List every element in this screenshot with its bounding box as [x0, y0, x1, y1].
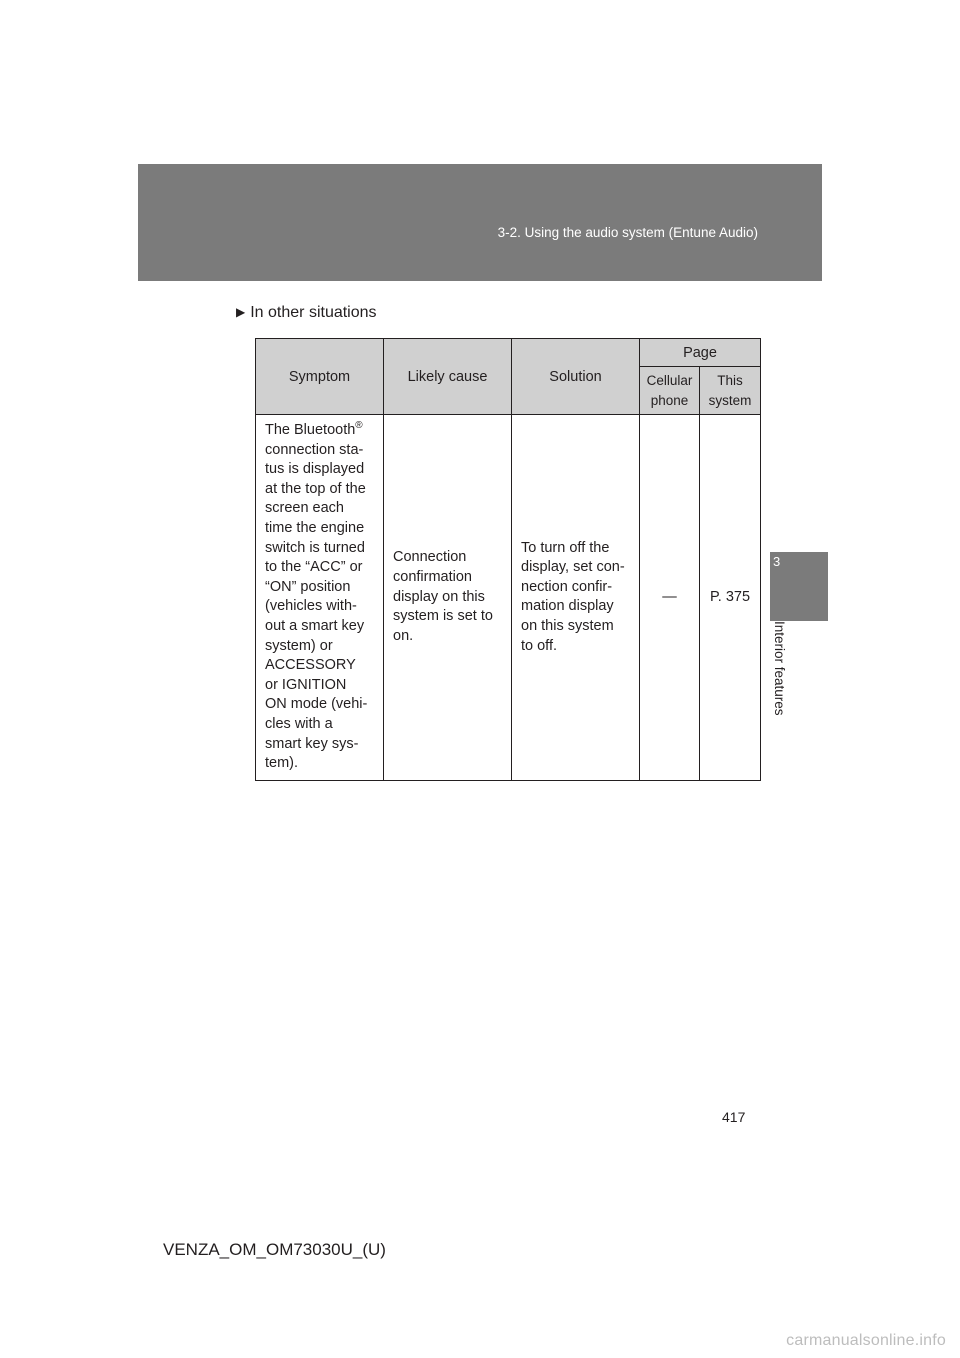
header-this-system: This system — [700, 367, 761, 415]
cell-solution: To turn off the display, set con- nection confir- mation display on this system to off. — [512, 415, 640, 781]
page-number: 417 — [722, 1109, 746, 1125]
troubleshooting-table — [255, 338, 761, 781]
cell-symptom — [256, 415, 384, 781]
triangle-bullet-icon: ▶ — [236, 305, 246, 319]
header-likely-cause: Likely cause — [384, 339, 512, 415]
table-header-row — [256, 339, 761, 367]
document-code: VENZA_OM_OM73030U_(U) — [163, 1240, 386, 1259]
header-band — [138, 164, 822, 281]
symptom-main: The Bluetooth — [265, 422, 356, 438]
chapter-label: Interior features — [772, 621, 787, 716]
watermark-text: carmanualsonline.info — [786, 1332, 946, 1349]
section-heading — [236, 304, 377, 322]
chapter-label-wrap — [770, 621, 790, 736]
cell-this-system: P. 375 — [700, 415, 761, 781]
header-cellular-phone: Cellular phone — [640, 367, 700, 415]
chapter-number: 3 — [773, 554, 781, 569]
chapter-tab — [770, 552, 828, 621]
section-title: 3-2. Using the audio system (Entune Audio) — [497, 225, 758, 240]
header-solution: Solution — [512, 339, 640, 415]
registered-mark: ® — [355, 420, 363, 432]
cell-cellular-phone: — — [640, 415, 700, 781]
table-row — [256, 415, 761, 781]
cell-likely-cause: Connection confirmation display on this system is set to on. — [384, 415, 512, 781]
header-page: Page — [640, 339, 761, 367]
symptom-rest: connection sta- tus is displayed at the top of the screen each time the engine switch is turned to the “ACC” or “ON” position (vehicles with- out a smart key system) or ACCESSORY or IGNITION ON mode (vehi- cles with a smart key sys- tem). — [265, 441, 368, 772]
header-symptom: Symptom — [256, 339, 384, 415]
section-heading-text: In other situations — [250, 304, 377, 321]
